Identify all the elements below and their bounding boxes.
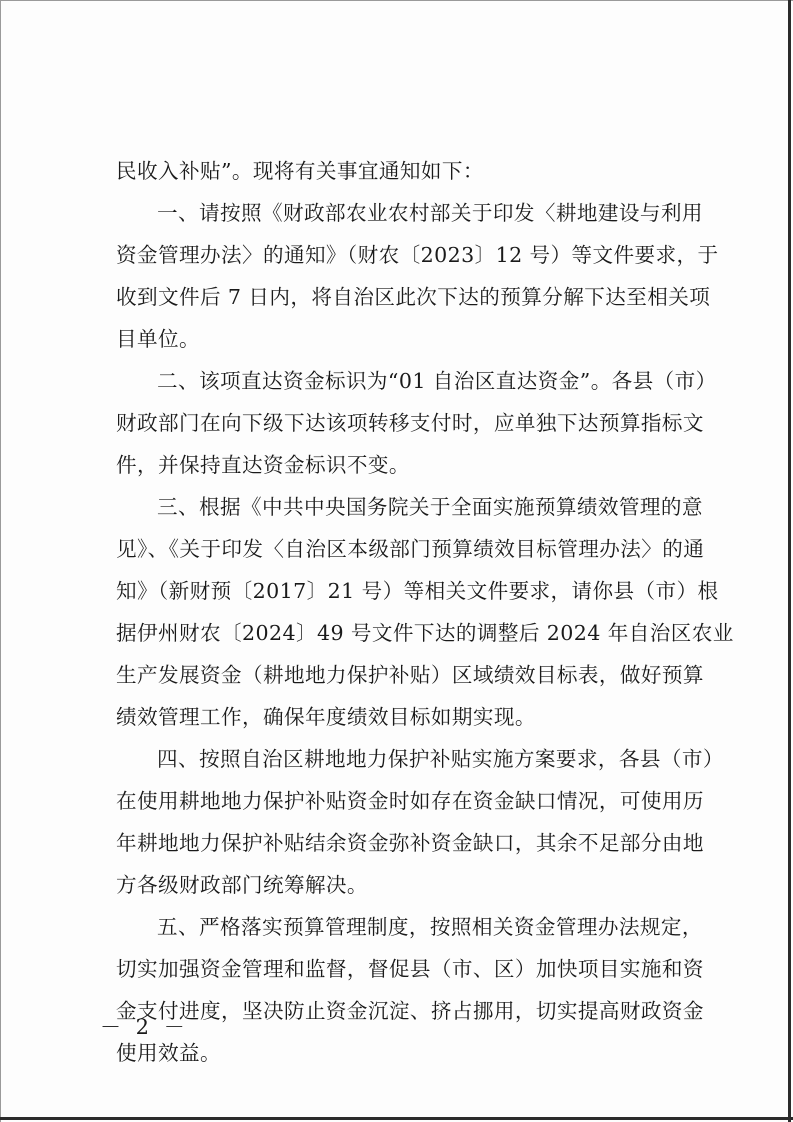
text-line: 年耕地地力保护补贴结余资金弥补资金缺口，其余不足部分由地	[116, 831, 704, 855]
text-line: 目单位。	[116, 327, 200, 351]
text-line: 知》（新财预〔2017〕21 号）等相关文件要求，请你县（市）根	[116, 579, 719, 603]
page-border-top	[0, 0, 793, 1]
text-line: 财政部门在向下级下达该项转移支付时，应单独下达预算指标文	[116, 411, 704, 435]
page-border-right	[788, 0, 791, 1122]
text-line: 三、根据《中共中央国务院关于全面实施预算绩效管理的意	[157, 495, 703, 519]
page-number: － 2 －	[100, 1015, 189, 1039]
text-line: 据伊州财农〔2024〕49 号文件下达的调整后 2024 年自治区农业	[116, 621, 734, 645]
document-body	[116, 150, 734, 1074]
text-line: 四、按照自治区耕地地力保护补贴实施方案要求，各县（市）	[157, 747, 724, 771]
text-line: 二、该项直达资金标识为“01 自治区直达资金”。各县（市）	[157, 369, 717, 393]
text-line: 切实加强资金管理和监督，督促县（市、区）加快项目实施和资	[116, 957, 704, 981]
text-line: 金支付进度，坚决防止资金沉淀、挤占挪用，切实提高财政资金	[116, 999, 704, 1023]
text-line: 一、请按照《财政部农业农村部关于印发〈耕地建设与利用	[157, 201, 703, 225]
text-line: 在使用耕地地力保护补贴资金时如存在资金缺口情况，可使用历	[116, 789, 704, 813]
text-line: 五、严格落实预算管理制度，按照相关资金管理办法规定，	[157, 915, 703, 939]
text-line: 使用效益。	[116, 1041, 221, 1065]
text-line: 绩效管理工作，确保年度绩效目标如期实现。	[116, 705, 536, 729]
text-line: 收到文件后 7 日内，将自治区此次下达的预算分解下达至相关项	[116, 285, 711, 309]
text-line: 生产发展资金（耕地地力保护补贴）区域绩效目标表，做好预算	[116, 663, 704, 687]
text-line: 民收入补贴”。现将有关事宜通知如下：	[116, 159, 484, 183]
page-border-bottom	[0, 1117, 793, 1120]
text-line: 方各级财政部门统筹解决。	[116, 873, 368, 897]
text-line: 见》、《关于印发〈自治区本级部门预算绩效目标管理办法〉的通	[116, 537, 705, 561]
text-line: 件，并保持直达资金标识不变。	[116, 453, 410, 477]
page-border-left	[0, 0, 1, 1122]
text-line: 资金管理办法〉的通知》（财农〔2023〕12 号）等文件要求，于	[116, 243, 719, 267]
